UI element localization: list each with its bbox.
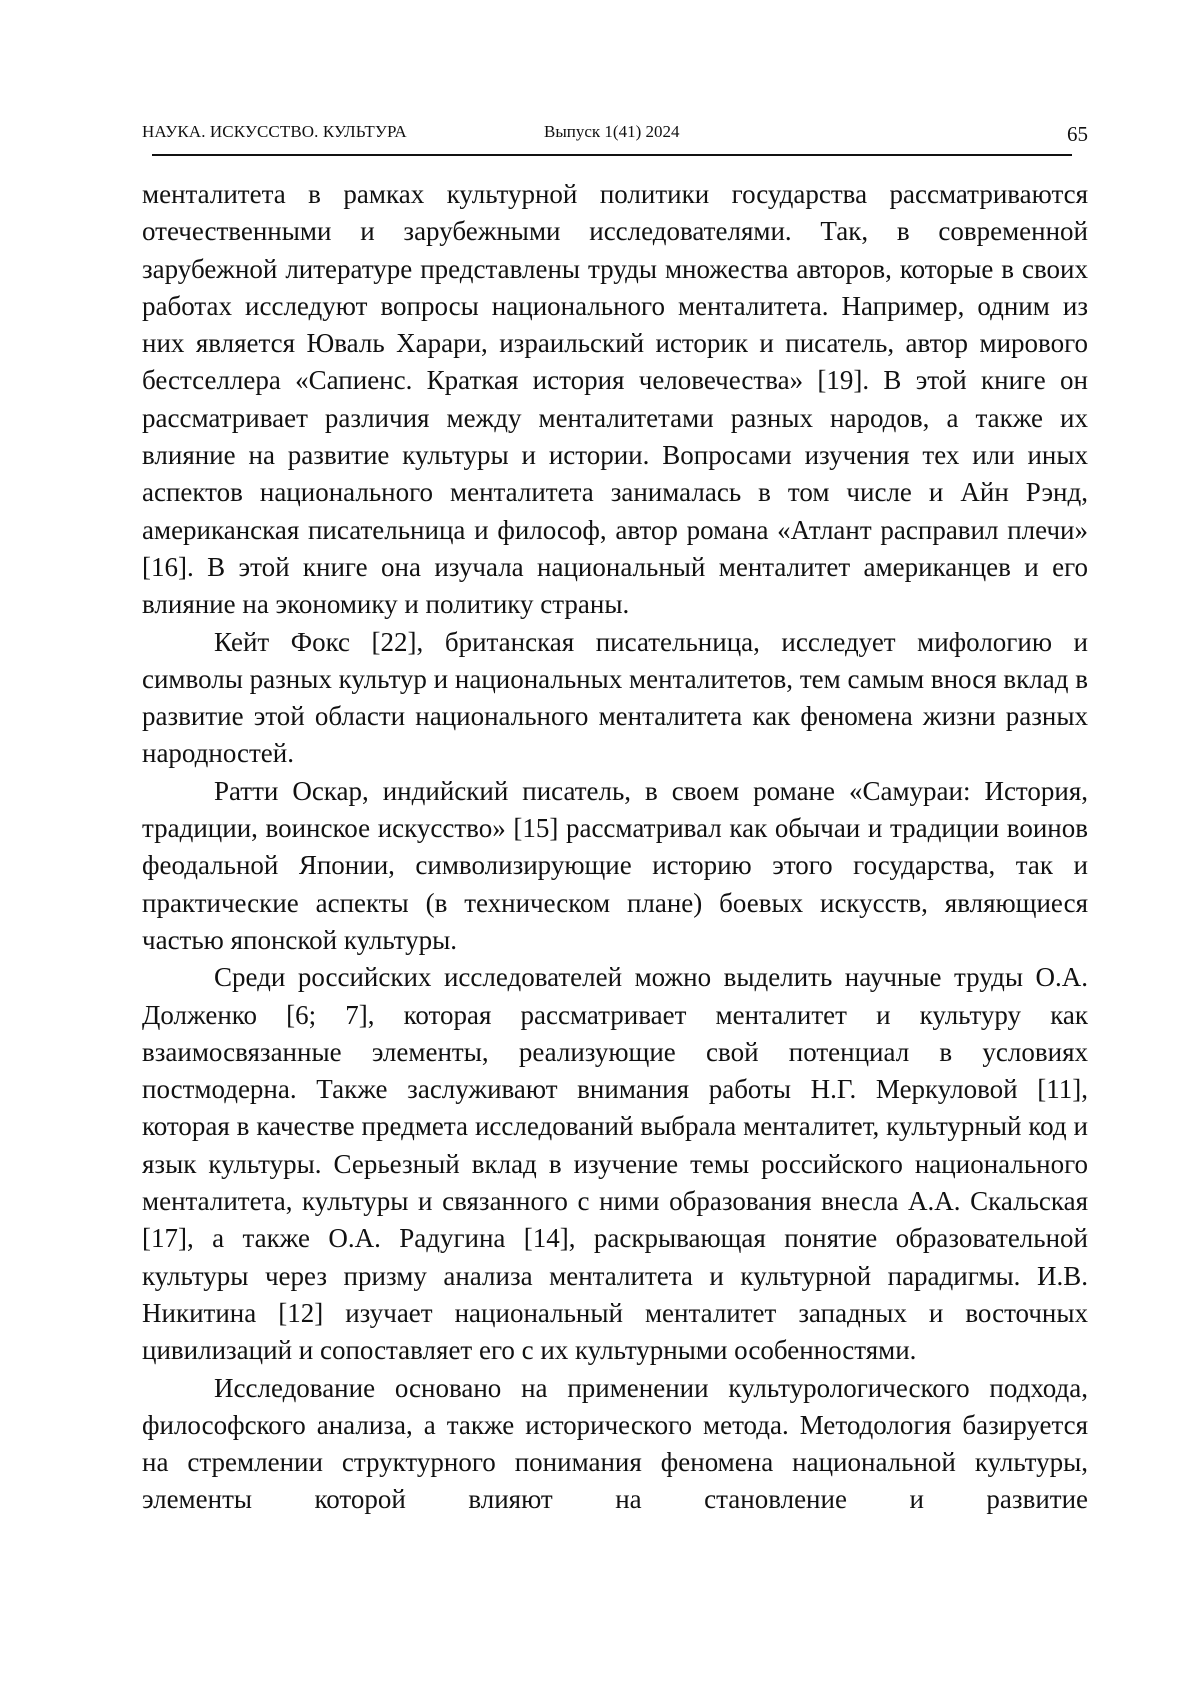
paragraph-russian-researchers: Среди российских исследователей можно выделить научные труды О.А. Долженко [6; 7], которая рассматривает менталитет и культуру как взаимосвязанные элементы, реализующие свой потенциал в условиях постмодерна. Также заслуживают внимания работы Н.Г. Меркуловой [11], которая в качестве предмета исследований выбрала менталитет, культурный код и язык культуры. Серьезный вклад в изучение темы российского национального менталитета, культуры и связанного с ними образования внесла А.А. Скальская [17], а также О.А. Радугина [14], раскрывающая понятие образовательной культуры через призму анализа менталитета и культурной парадигмы. И.В. Никитина [12] изучает национальный менталитет западных и восточных цивилизаций и сопоставляет его с их культурными особенностями.	[142, 959, 1088, 1369]
paragraph-ratti-oscar: Ратти Оскар, индийский писатель, в своем романе «Самураи: История, традиции, воинское искусство» [15] рассматривал как обычаи и традиции воинов феодальной Японии, символизирующие историю этого государства, так и практические аспекты (в техническом плане) боевых искусств, являющиеся частью японской культуры.	[142, 773, 1088, 959]
issue-label: Выпуск 1(41) 2024	[544, 122, 680, 142]
page-number: 65	[1067, 122, 1088, 147]
journal-page	[0, 0, 1200, 1697]
paragraph-continuation: менталитета в рамках культурной политики государства рассматриваются отечественными и зарубежными исследователями. Так, в современной зарубежной литературе представлены труды множества авторов, которые в своих работах исследуют вопросы национального менталитета. Например, одним из них является Юваль Харари, израильский историк и писатель, автор мирового бестселлера «Сапиенс. Краткая история человечества» [19]. В этой книге он рассматривает различия между менталитетами разных народов, а также их влияние на развитие культуры и истории. Вопросами изучения тех или иных аспектов национального менталитета занималась в том числе и Айн Рэнд, американская писательница и философ, автор романа «Атлант расправил плечи» [16]. В этой книге она изучала национальный менталитет американцев и его влияние на экономику и политику страны.	[142, 176, 1088, 624]
paragraph-kate-fox: Кейт Фокс [22], британская писательница, исследует мифологию и символы разных культур и национальных менталитетов, тем самым внося вклад в развитие этой области национального менталитета как феномена жизни разных народностей.	[142, 624, 1088, 773]
running-header	[142, 118, 1088, 148]
paragraph-methodology: Исследование основано на применении культурологического подхода, философского анализа, а также исторического метода. Методология базируется на стремлении структурного понимания феномена национальной культуры, элементы которой влияют на становление и развитие	[142, 1370, 1088, 1519]
article-body	[142, 176, 1088, 1519]
header-rule	[152, 154, 1072, 156]
journal-title: НАУКА. ИСКУССТВО. КУЛЬТУРА	[142, 122, 407, 142]
